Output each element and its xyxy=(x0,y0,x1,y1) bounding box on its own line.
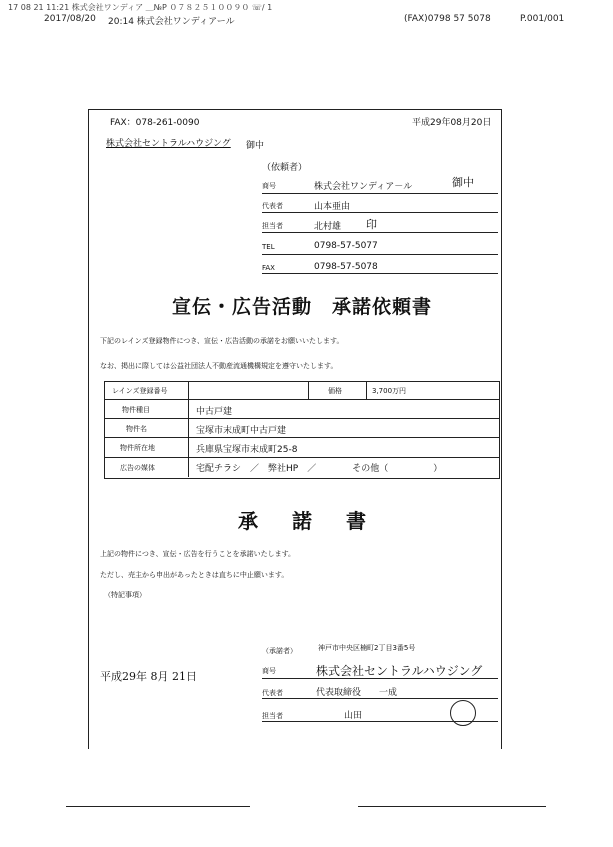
frame-left xyxy=(88,109,89,749)
sign-date: 平成29年 8月 21日 xyxy=(100,670,197,683)
table-label-address: 物件所在地 xyxy=(120,444,155,452)
requester-rep: 山本亜由 xyxy=(314,202,351,212)
document-date: 平成29年08月20日 xyxy=(412,118,492,128)
fax-from-number: (FAX)0798 57 5078 xyxy=(404,14,491,24)
bottom-line-left xyxy=(66,806,250,807)
requester-label-staff: 担当者 xyxy=(262,222,283,230)
recipient-honorific: 御中 xyxy=(246,141,265,151)
requester-label: （依頼者） xyxy=(262,163,308,173)
table-value-address: 兵庫県宝塚市末成町25-8 xyxy=(196,445,298,455)
intro-line-2: なお、掲出に際しては公益社団法人不動産流通機構規定を遵守いたします。 xyxy=(100,362,338,370)
table-label-name: 物件名 xyxy=(126,425,147,433)
requester-tel: 0798-57-5077 xyxy=(314,241,378,251)
table-value-name: 宝塚市末成町中古戸建 xyxy=(196,426,287,436)
grantor-staff: 山田 xyxy=(344,711,363,721)
requester-label-rep: 代表者 xyxy=(262,202,283,210)
table-label-price: 価格 xyxy=(328,387,342,395)
fax-to: FAX：078-261-0090 xyxy=(110,118,200,128)
requester-company: 株式会社ワンディア－ル xyxy=(314,182,413,192)
table-value-media: 宅配チラシ ／ 弊社HP ／ その他（ ） xyxy=(196,464,443,474)
intro-line-1: 下記のレインズ登録物件につき、宣伝・広告活動の承諾をお願いいたします。 xyxy=(100,337,344,345)
frame-right xyxy=(501,109,502,749)
grantor-label-company: 商号 xyxy=(262,667,276,675)
requester-label-fax: FAX xyxy=(262,264,275,272)
grantor-company: 株式会社セントラルハウジング xyxy=(316,664,483,678)
requester-label-company: 商号 xyxy=(262,182,276,190)
frame-top xyxy=(88,109,501,110)
grantor-rep: 代表取締役 一成 xyxy=(316,688,398,698)
fax-top-line: 17 08 21 11:21 株式会社ワンディア ＿№P ０７８２５１００９０ ☏/ 1 xyxy=(8,3,273,12)
requester-staff-mark: 印 xyxy=(366,218,377,231)
table-value-price: 3,700万円 xyxy=(372,387,407,395)
fax-time-sender: 20:14 株式会社ワンディアール xyxy=(108,17,235,27)
grantor-seal-stamp xyxy=(450,700,476,726)
grantor-address: 神戸市中央区楠町2丁目3番5号 xyxy=(318,644,416,652)
page-title: 宣伝・広告活動 承諾依頼書 xyxy=(172,296,433,318)
bottom-line-right xyxy=(358,806,546,807)
table-label-media: 広告の媒体 xyxy=(120,464,155,472)
consent-title: 承諾書 xyxy=(238,509,400,533)
recipient-company: 株式会社セントラルハウジング xyxy=(106,139,231,149)
grantor-label-staff: 担当者 xyxy=(262,712,283,720)
consent-special-notes: （特記事項） xyxy=(104,591,146,599)
table-label-type: 物件種目 xyxy=(122,406,150,414)
table-label-reins: レインズ登録番号 xyxy=(112,387,168,395)
consent-line-2: ただし、売主から申出があったときは直ちに中止願います。 xyxy=(100,571,289,579)
fax-page: P.001/001 xyxy=(520,14,565,24)
requester-company-mark: 御中 xyxy=(452,176,474,189)
requester-label-tel: TEL xyxy=(262,243,275,251)
requester-staff: 北村雄 xyxy=(314,222,342,232)
grantor-label-rep: 代表者 xyxy=(262,689,283,697)
fax-date: 2017/08/20 xyxy=(44,14,96,24)
requester-fax: 0798-57-5078 xyxy=(314,262,378,272)
consent-line-1: 上記の物件につき、宣伝・広告を行うことを承諾いたします。 xyxy=(100,550,296,558)
table-value-type: 中古戸建 xyxy=(196,407,233,417)
grantor-label: （承諾者） xyxy=(262,647,297,655)
